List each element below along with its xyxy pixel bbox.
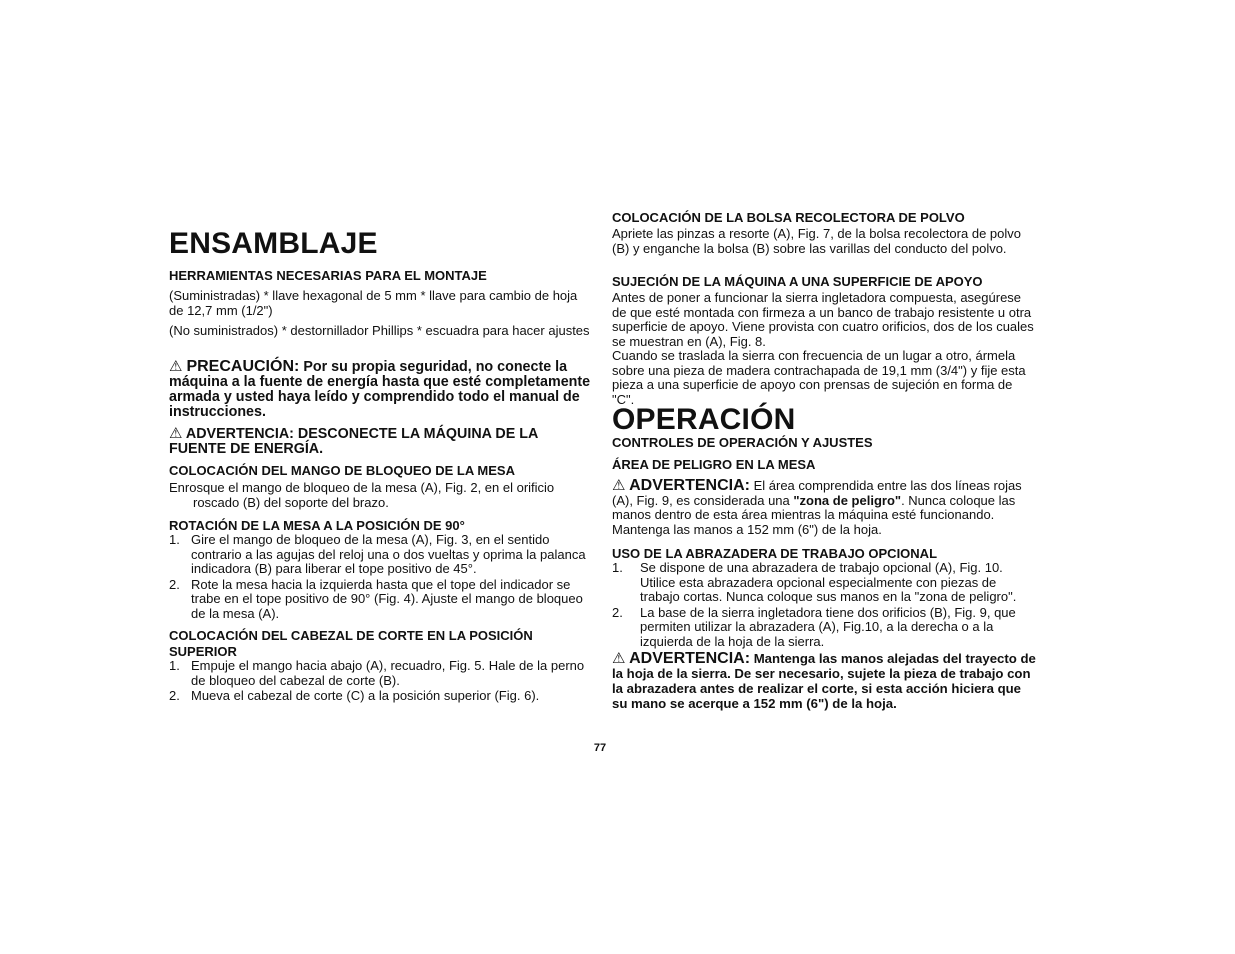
list-item xyxy=(169,533,593,577)
lock-handle-text-rest: roscado (B) del soporte del brazo. xyxy=(193,494,389,510)
list-item-text: Gire el mango de bloqueo de la mesa (A), Fig. 3, en el sentido contrario a las agujas del reloj una o dos vueltas y oprima la palanca indicadora (B) para liberar el tope positivo de 45°. xyxy=(191,532,586,576)
page-number: 77 xyxy=(593,742,607,754)
caution-text: Por su propia seguridad, no conecte la máquina a la fuente de energía hasta que esté completamente armada y usted haya leído y comprendido todo el manual de instrucciones. xyxy=(169,359,591,420)
clamp-heading: USO DE LA ABRAZADERA DE TRABAJO OPCIONAL xyxy=(612,546,938,561)
list-item xyxy=(612,561,1038,605)
dust-bag-heading: COLOCACIÓN DE LA BOLSA RECOLECTORA DE POLVO xyxy=(612,210,965,225)
tools-heading: HERRAMIENTAS NECESARIAS PARA EL MONTAJE xyxy=(169,268,487,283)
list-item-text: La base de la sierra ingletadora tiene dos orificios (B), Fig. 9, que permiten utilizar la abrazadera (A), Fig.10, a la derecha o a la izquierda de la hoja de la sierra. xyxy=(640,604,1016,649)
danger-zone-term: "zona de peligro" xyxy=(793,492,902,508)
danger-area-heading: ÁREA DE PELIGRO EN LA MESA xyxy=(612,457,816,472)
mount-heading: SUJECIÓN DE LA MÁQUINA A UNA SUPERFICIE DE APOYO xyxy=(612,274,983,289)
cut-head-heading: COLOCACIÓN DEL CABEZAL DE CORTE EN LA POSICIÓN SUPERIOR xyxy=(169,628,533,659)
list-item-text: Empuje el mango hacia abajo (A), recuadro, Fig. 5. Hale de la perno de bloqueo del cabezal de corte (B). xyxy=(191,658,585,688)
list-item xyxy=(169,659,593,688)
final-warning-block xyxy=(612,651,1038,711)
list-item-number: 1. xyxy=(169,532,180,547)
danger-warning-label: ADVERTENCIA: xyxy=(629,477,750,494)
caution-label: PRECAUCIÓN: xyxy=(186,358,300,375)
mount-text-2: Cuando se traslada la sierra con frecuencia de un lugar a otro, ármela sobre una pieza de madera contrachapada de 19,1 mm (3/4") y fije esta pieza a una superficie de apoyo con prensas de sujeción en forma de "C". xyxy=(612,348,1026,407)
dust-bag-text: Apriete las pinzas a resorte (A), Fig. 7, de la bolsa recolectora de polvo (B) y enganche la bolsa (B) sobre las varillas del conducto del polvo. xyxy=(612,226,1021,256)
lock-handle-text-first: Enrosque el mango de bloqueo de la mesa (A), Fig. 2, en el orificio xyxy=(169,480,555,495)
lock-handle-text xyxy=(169,481,593,510)
warning-triangle-icon: ⚠ xyxy=(169,425,183,442)
danger-warning-block xyxy=(612,479,1038,537)
list-item-number: 1. xyxy=(612,560,623,575)
section-title-operacion: OPERACIÓN xyxy=(612,403,796,436)
tools-supplied-text: (Suministradas) * llave hexagonal de 5 mm * llave para cambio de hoja de 12,7 mm (1/2") xyxy=(169,288,578,318)
cut-head-steps-list xyxy=(169,659,593,704)
tools-not-supplied-text: (No suministrados) * destornillador Phillips * escuadra para hacer ajustes xyxy=(169,323,590,338)
list-item-text: Rote la mesa hacia la izquierda hasta que el tope del indicador se trabe en el tope positivo de 90° (Fig. 4). Ajuste el mango de bloqueo de la mesa (A). xyxy=(191,576,583,621)
list-item-number: 2. xyxy=(169,576,180,592)
controls-heading: CONTROLES DE OPERACIÓN Y AJUSTES xyxy=(612,435,873,450)
warning-disconnect-text: ADVERTENCIA: DESCONECTE LA MÁQUINA DE LA FUENTE DE ENERGÍA. xyxy=(169,426,538,457)
lock-handle-heading: COLOCACIÓN DEL MANGO DE BLOQUEO DE LA MESA xyxy=(169,463,515,478)
final-warning-label: ADVERTENCIA: xyxy=(629,650,751,667)
list-item xyxy=(169,578,593,622)
list-item xyxy=(612,606,1038,650)
list-item-number: 1. xyxy=(169,658,180,673)
warning-triangle-icon: ⚠ xyxy=(612,477,626,494)
danger-warning-text-b: . Nunca coloque las manos dentro de esta área mientras la máquina esté funcionando. Mantenga las manos a 152 mm (6") de la hoja. xyxy=(612,492,1016,537)
warning-triangle-icon: ⚠ xyxy=(612,650,626,667)
list-item-number: 2. xyxy=(169,688,180,703)
list-item-text: Se dispone de una abrazadera de trabajo opcional (A), Fig. 10. Utilice esta abrazadera opcional especialmente con piezas de trabajo cortas. Nunca coloque sus manos en la "zona de peligro". xyxy=(640,560,1017,604)
rotation-steps-list xyxy=(169,533,593,621)
list-item-text: Mueva el cabezal de corte (C) a la posición superior (Fig. 6). xyxy=(191,688,540,703)
list-item xyxy=(169,689,593,704)
warning-disconnect-block xyxy=(169,426,593,457)
final-warning-text: Mantenga las manos alejadas del trayecto de la hoja de la sierra. De ser necesario, sujete la pieza de trabajo con la abrazadera antes de realizar el corte, si esta acción hiciera que su mano se acerque a 152 mm (6") de la hoja. xyxy=(612,651,1036,711)
mount-text-1: Antes de poner a funcionar la sierra ingletadora compuesta, asegúrese de que esté montada con firmeza a un banco de trabajo resistente u otra superficie de apoyo. Viene provista con cuatro orificios, dos de los cuales se muestran en (A), Fig. 8. xyxy=(612,290,1034,349)
clamp-steps-list xyxy=(612,561,1038,649)
warning-triangle-icon: ⚠ xyxy=(169,358,183,375)
caution-block xyxy=(169,359,593,420)
danger-warning-text-a: El área comprendida entre las dos líneas rojas (A), Fig. 9, es considerada una xyxy=(612,478,1022,508)
section-title-ensamblaje: ENSAMBLAJE xyxy=(169,227,378,260)
list-item-number: 2. xyxy=(612,604,623,620)
rotation-heading: ROTACIÓN DE LA MESA A LA POSICIÓN DE 90° xyxy=(169,518,465,533)
